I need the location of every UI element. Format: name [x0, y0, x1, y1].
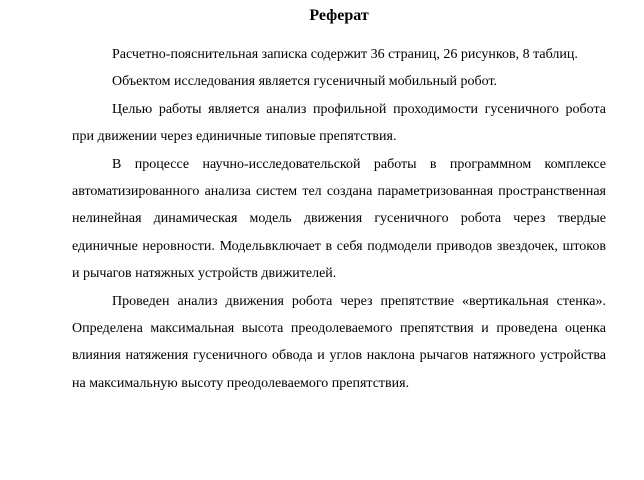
- document-body: [72, 41, 606, 397]
- paragraph-analysis: Проведен анализ движения робота через препятствие «вертикальная стенка». Определена максимальная высота преодолеваемого препятствия и проведена оценка влияния натяжения гусеничного обвода и углов наклона рычагов натяжного устройства на максимальную высоту преодолеваемого препятствия.: [72, 293, 606, 391]
- paragraph-object: Объектом исследования является гусеничный мобильный робот.: [112, 74, 498, 90]
- document-page: [72, 0, 606, 480]
- paragraph-goal: Целью работы является анализ профильной проходимости гусеничного робота при движении через единичные типовые препятствия.: [72, 101, 606, 145]
- paragraph-volume: Расчетно-пояснительная записка содержит 36 страниц, 26 рисунков, 8 таблиц.: [112, 47, 578, 62]
- paragraph-model: В процессе научно-исследовательской работы в программном комплексе автоматизированного анализа систем тел создана параметризованная пространственная нелинейная динамическая модель движения гусеничного робота через твердые единичные неровности. Модельвключает в себя подмодели приводов звездочек, штоков и рычагов натяжных устройств движителей.: [72, 156, 606, 282]
- document-title: Реферат: [309, 7, 369, 24]
